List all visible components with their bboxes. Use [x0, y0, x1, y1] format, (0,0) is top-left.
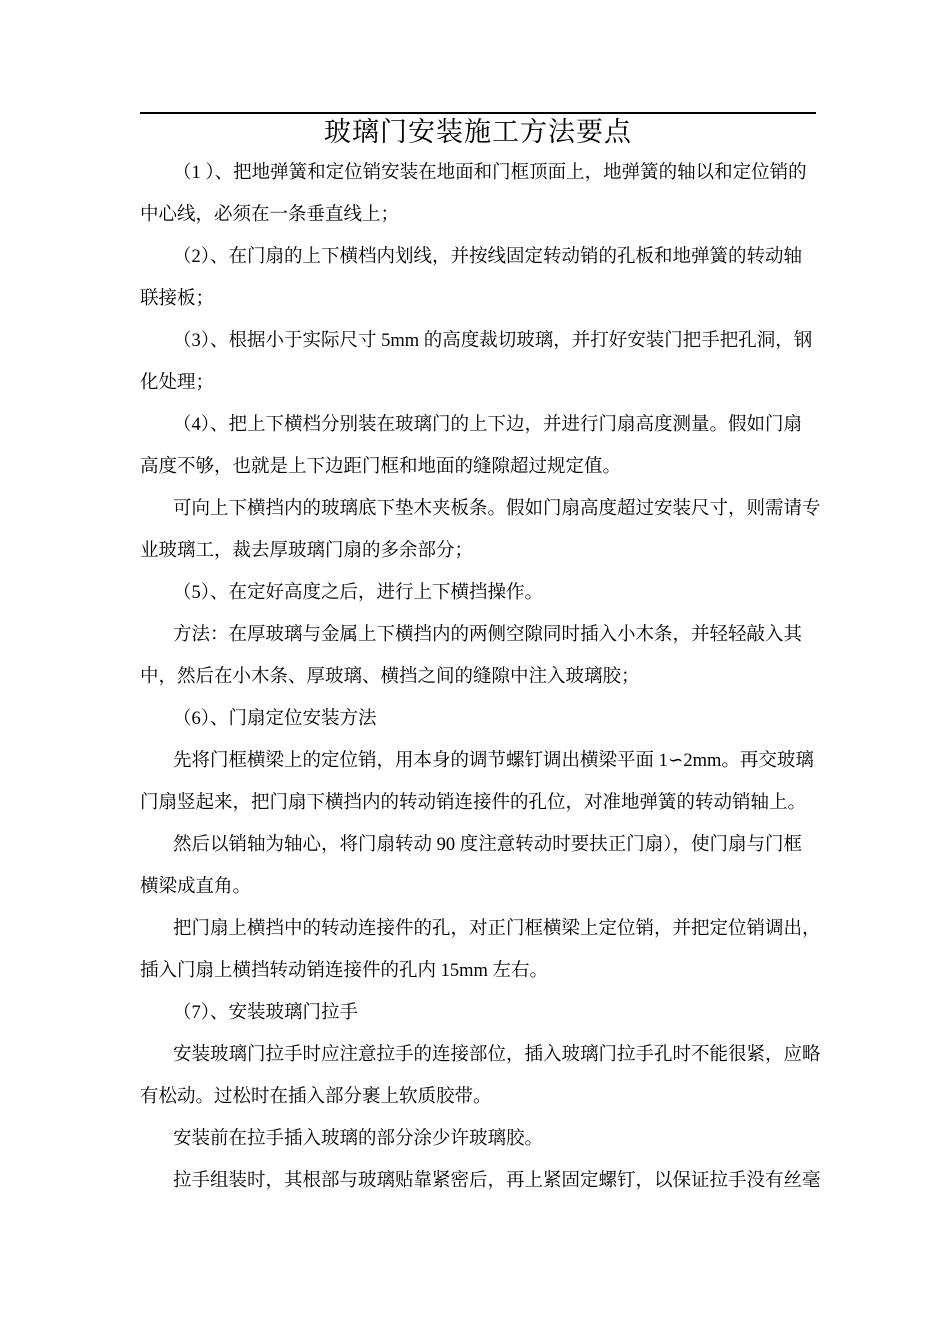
document-title: 玻璃门安装施工方法要点: [324, 117, 632, 147]
document-line: 有松动。过松时在插入部分裹上软质胶带。: [140, 1087, 492, 1107]
document-line: 可向上下横挡内的玻璃底下垫木夹板条。假如门扇高度超过安装尺寸，则需请专: [173, 499, 821, 519]
document-line: 先将门框横梁上的定位销，用本身的调节螺钉调出横梁平面 1∽2mm。再交玻璃: [173, 751, 814, 771]
document-line: 联接板；: [140, 289, 215, 309]
document-line: 中，然后在小木条、厚玻璃、横挡之间的缝隙中注入玻璃胶；: [140, 667, 640, 687]
document-line: 安装玻璃门拉手时应注意拉手的连接部位，插入玻璃门拉手孔时不能很紧，应略: [173, 1045, 821, 1065]
document-line: 插入门扇上横挡转动销连接件的孔内 15mm 左右。: [140, 961, 549, 981]
document-line: （5）、在定好高度之后，进行上下横挡操作。: [173, 583, 544, 603]
document-line: 高度不够，也就是上下边距门框和地面的缝隙超过规定值。: [140, 457, 622, 477]
document-line: 方法：在厚玻璃与金属上下横挡内的两侧空隙同时插入小木条，并轻轻敲入其: [173, 625, 803, 645]
document-line: 中心线，必须在一条垂直线上；: [140, 205, 400, 225]
document-line: （4）、把上下横档分别装在玻璃门的上下边，并进行门扇高度测量。假如门扇: [173, 415, 803, 435]
document-line: 化处理；: [140, 373, 215, 393]
document-line: 把门扇上横挡中的转动连接件的孔，对正门框横梁上定位销，并把定位销调出，: [173, 919, 821, 939]
document-line: 门扇竖起来，把门扇下横挡内的转动销连接件的孔位，对准地弹簧的转动销轴上。: [140, 793, 807, 813]
document-body: [140, 152, 845, 1202]
document-line: 业玻璃工，裁去厚玻璃门扇的多余部分；: [140, 541, 474, 561]
document-line: （3）、根据小于实际尺寸 5mm 的高度裁切玻璃，并打好安装门把手把孔洞，钢: [173, 331, 813, 351]
document-line: 拉手组装时，其根部与玻璃贴靠紧密后，再上紧固定螺钉，以保证拉手没有丝毫: [173, 1171, 821, 1191]
document-line: 然后以销轴为轴心，将门扇转动 90 度注意转动时要扶正门扇），使门扇与门框: [173, 835, 803, 855]
document-line: （1 ）、把地弹簧和定位销安装在地面和门框顶面上，地弹簧的轴以和定位销的: [173, 163, 807, 183]
document-line: 安装前在拉手插入玻璃的部分涂少许玻璃胶。: [173, 1129, 544, 1149]
document-line: （6）、门扇定位安装方法: [173, 709, 377, 729]
document-line: （2）、在门扇的上下横档内划线，并按线固定转动销的孔板和地弹簧的转动轴: [173, 247, 803, 267]
document-line: 横梁成直角。: [140, 877, 252, 897]
document-line: （7）、安装玻璃门拉手: [173, 1003, 359, 1023]
